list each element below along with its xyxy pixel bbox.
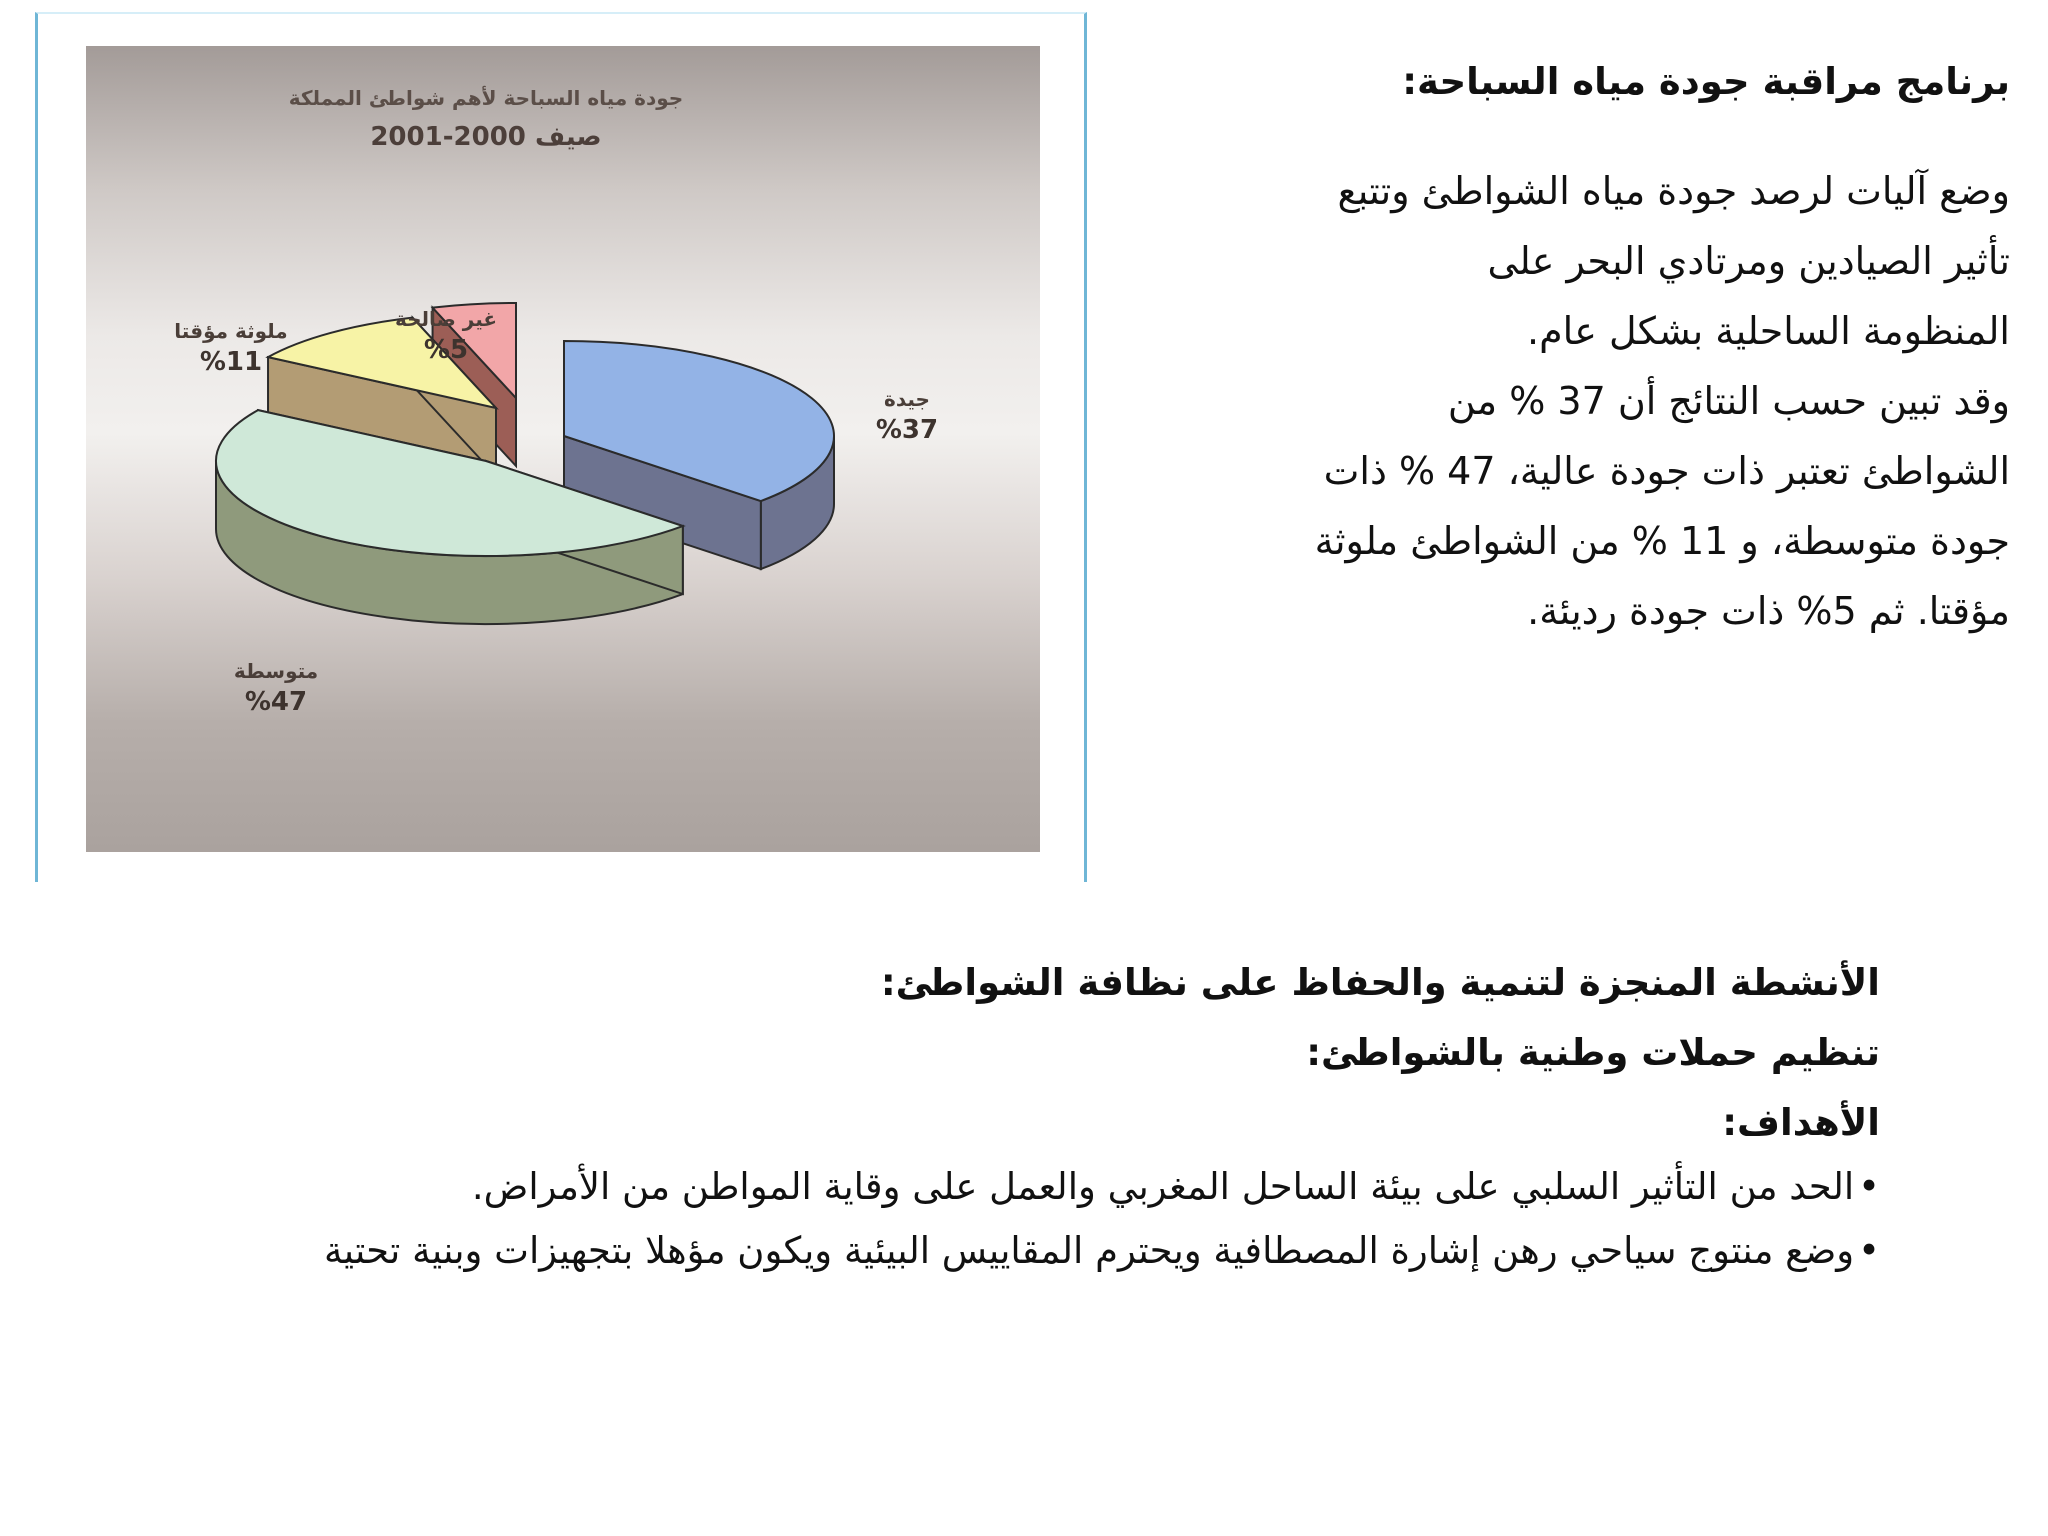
- list-item: [180, 1222, 1880, 1280]
- program-line: وقد تبين حسب النتائج أن 37 % من: [1447, 379, 2010, 424]
- slice-label-temp-polluted-value: %11: [199, 347, 263, 377]
- slice-label-medium-name: متوسطة: [233, 659, 319, 683]
- activities-section: [180, 948, 1880, 1286]
- chart-title: جودة مياه السباحة لأهم شواطئ المملكة: [288, 86, 684, 110]
- slice-label-good: [852, 386, 962, 448]
- slice-label-temp-polluted: [156, 318, 306, 380]
- goal-text: وضع منتوج سياحي رهن إشارة المصطافية ويحترم المقاييس البيئية ويكون مؤهلا بتجهيزات وبنية تحتية: [323, 1229, 1855, 1272]
- program-line: مؤقتا. ثم 5% ذات جودة رديئة.: [1527, 589, 2010, 634]
- slice-label-medium-value: %47: [244, 687, 308, 717]
- program-paragraph: [1180, 156, 2010, 646]
- program-line: تأثير الصيادين ومرتادي البحر على: [1487, 239, 2010, 284]
- bullet: •: [1858, 1165, 1880, 1208]
- slice-label-unfit-value: %5: [423, 335, 469, 365]
- chart-frame: [35, 12, 1087, 882]
- slice-label-temp-polluted-name: ملوثة مؤقتا: [174, 319, 288, 343]
- program-line: المنظومة الساحلية بشكل عام.: [1527, 309, 2010, 354]
- slice-label-unfit-name: غير صالحة: [394, 307, 498, 331]
- list-item: [180, 1158, 1880, 1216]
- program-line: جودة متوسطة، و 11 % من الشواطئ ملوثة: [1314, 519, 2010, 564]
- goal-text: الحد من التأثير السلبي على بيئة الساحل المغربي والعمل على وقاية المواطن من الأمراض.: [471, 1165, 1855, 1208]
- goals-list: [180, 1158, 1880, 1280]
- program-line: الشواطئ تعتبر ذات جودة عالية، 47 % ذات: [1323, 449, 2010, 494]
- slice-label-good-value: %37: [875, 415, 939, 445]
- slice-label-medium: [206, 658, 346, 720]
- campaigns-subheading: تنظيم حملات وطنية بالشواطئ:: [1306, 1031, 1880, 1074]
- pie-chart: [86, 46, 1040, 852]
- program-section: [1180, 60, 2010, 646]
- program-line: وضع آليات لرصد جودة مياه الشواطئ وتتبع: [1337, 169, 2010, 214]
- program-heading: برنامج مراقبة جودة مياه السباحة:: [1402, 60, 2010, 103]
- bullet: •: [1858, 1229, 1880, 1272]
- slice-label-good-name: جيدة: [884, 387, 930, 411]
- slice-label-unfit: [376, 306, 516, 368]
- chart-panel: [86, 46, 1040, 852]
- activities-heading: الأنشطة المنجزة لتنمية والحفاظ على نظافة الشواطئ:: [880, 961, 1880, 1004]
- chart-subtitle: صيف 2000-2001: [370, 122, 602, 152]
- goals-label: الأهداف:: [1722, 1101, 1880, 1144]
